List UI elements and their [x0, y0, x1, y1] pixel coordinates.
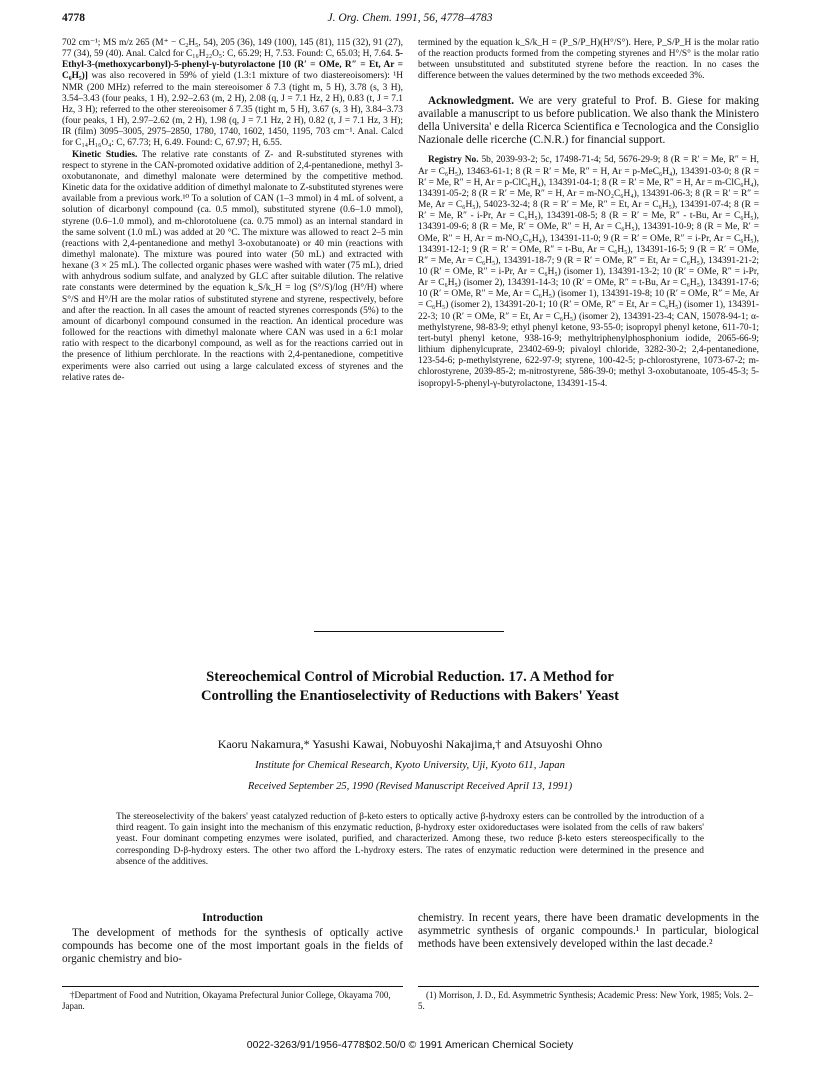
intro-left-column: [62, 912, 403, 966]
received-dates: Received September 25, 1990 (Revised Manuscript Received April 13, 1991): [247, 781, 573, 792]
paragraph: [62, 38, 403, 150]
introduction-heading: Introduction: [202, 912, 263, 924]
acknowledgment: [418, 95, 759, 148]
article-title-line: Stereochemical Control of Microbial Reduction. 17. A Method for: [206, 669, 614, 685]
intro-text: The development of methods for the synthesis of optically active compounds has become one of the most important goals in the fields of organic chemistry and bio-: [62, 927, 403, 966]
spectral-data-text: 702 cm⁻¹; MS m/z 265 (M⁺ − C₂H₅, 54), 205 (36), 149 (100), 145 (81), 115 (32), 91 (27), 77 (34), 59 (40). Anal. Calcd for C₁₆H₂₂O₅: C, 65.29; H, 7.53. Found: C, 65.03; H, 7.64.: [62, 38, 403, 60]
right-column: [418, 38, 759, 390]
article-title-line: Controlling the Enantioselectivity of Reductions with Bakers' Yeast: [201, 688, 619, 704]
article-title: [60, 668, 760, 706]
intro-right-text: chemistry. In recent years, there have been dramatic developments in the asymmetric synthesis of organic compounds.¹ In particular, biological methods have been extensively developed within the last decade.²: [418, 912, 759, 951]
footnote-affiliation: †Department of Food and Nutrition, Okayama Prefectural Junior College, Okayama 700, Japan.: [62, 990, 391, 1011]
section-run-in-heading: Kinetic Studies.: [72, 149, 138, 160]
paragraph: [418, 38, 759, 83]
acknowledgment-text: We are very grateful to Prof. B. Giese for making available a manuscript to us before publication. We also thank the Ministero della Universita' e della Ricerca Scientifica e Tecnologica and the Consiglio Nazionale delle ricerche (C.N.R.) for financial support.: [418, 94, 759, 147]
spectral-data-text: was also recovered in 59% of yield (1.3:1 mixture of two diastereoisomers): ¹H NMR (200 MHz) referred to the main stereoisomer δ 7.3 (tight m, 5 H), 3.78 (s, 3 H), 3.54–3.43 (four peaks, 1 H), 2.92–2.63 (m, 2 H), 2.08 (q, J = 7.1 Hz, 2 H), 0.83 (t, J = 7.1 Hz, 3 H); referred to the other stereoisomer δ 7.35 (tight m, 5 H), 3.67 (s, 3 H), 3.84–3.73 (four peaks, 1 H), 2.97–2.62 (m, 2 H), 1.98 (q, J = 7.1 Hz, 2 H), 0.82 (t, J = 7.1 Hz, 3 H); IR (film) 3095–3005, 2975–2850, 1780, 1740, 1602, 1450, 1195, 703 cm⁻¹. Anal. Calcd for C₁₄H₁₆O₄: C, 67.73; H, 6.49. Found: C, 67.97; H, 6.55.: [62, 71, 404, 149]
footnote-rule: [62, 986, 403, 987]
left-column: [62, 38, 403, 384]
compound-name: 5-Ethyl-3-(methoxycarbonyl)-5-phenyl-γ-butyrolactone [10 (R′ = OMe, R″ = Et, Ar = C₆H₅)]: [62, 49, 403, 82]
abstract: The stereoselectivity of the bakers' yeast catalyzed reduction of β-keto esters to optically active β-hydroxy esters can be controlled by the introduction of a third reagent. To gain insight into the mechanism of this enzymatic reduction, β-hydroxy ester oxidoreductases were isolated from the cells of raw bakers' yeast. Four dominant competing enzymes were isolated, purified, and characterized. Among these, two reduce β-keto esters stereospecifically to the corresponding D-β-hydroxy esters. The other two afford the L-hydroxy esters. The rates of enzymatic reduction were determined in the presence and absence of the additives.: [116, 812, 704, 867]
journal-citation: J. Org. Chem. 1991, 56, 4778–4783: [327, 12, 493, 24]
body-text: The relative rate constants of Z- and R-substituted styrenes with respect to styrene in the CAN-promoted oxidative addition of 2,4-pentanedione, methyl 3-oxobutanonate, and dimethyl malonate were determined by the competitive method. Kinetic data for the oxidative addition of dimethyl malonate to Z-substituted styrenes were available from a previous work.¹⁰ To a solution of CAN (1–3 mmol) in 4 mL of solvent, a solution of dicarbonyl compound (ca. 0.5 mmol), substituted styrene (0.6–1.0 mmol), styrene (0.6–1.0 mmol), and m-chlorotoluene (ca. 0.75 mmol) as an internal standard in the same solvent (1.0 mL) was added at 20 °C. The mixture was allowed to react 2–5 min (reactions with 2,4-pentanedione and methyl 3-oxobutanoate) or 40 min (reactions with dimethyl malonate). The mixture was poured into water (50 mL) and extracted with hexane (3 × 25 mL). The collected organic phases were washed with water (75 mL), dried with anhydrous sodium sulfate, and analyzed by GLC after suitable dilution. The relative rate constants were determined by the equation k_S/k_H = log (S°/S)/log (H°/H) where S°/S and H°/H are the molar ratios of substituted styrene and styrene, respectively, before and after the reaction. In all cases the amount of reacted styrenes corresponds (5%) to the amount of dicarbonyl compound consumed in the reaction. An identical procedure was followed for the reactions with dimethyl malonate where CAN was used in a 6:1 molar ratio with respect to the dicarbonyl compound, as well as for the reactions carried out in the presence of lithium perchlorate. In the reactions with 2,4-pentanedione, competitive experiments were also carried out using a large calculated excess of styrenes and the relative rates de-: [62, 149, 403, 383]
institution: Institute for Chemical Research, Kyoto University, Uji, Kyoto 611, Japan: [255, 760, 565, 771]
body-text: termined by the equation k_S/k_H = (P_S/P_H)(H°/S°). Here, P_S/P_H is the molar ratio of the reaction products formed from the competing styrenes and H°/S° is the molar ratio between unsubstituted and substituted styrene before the reaction. In no cases the difference between the values determined by the two methods exceeded 3%.: [418, 38, 759, 82]
footnote-reference: (1) Morrison, J. D., Ed. Asymmetric Synthesis; Academic Press: New York, 1985; Vols. 2–5.: [418, 990, 753, 1011]
authors: Kaoru Nakamura,* Yasushi Kawai, Nobuyoshi Nakajima,† and Atsuyoshi Ohno: [217, 737, 603, 751]
registry-heading: Registry No.: [428, 155, 479, 166]
registry-text: 5b, 2039-93-2; 5c, 17498-71-4; 5d, 5676-29-9; 8 (R = R′ = Me, R″ = H, Ar = C₆H₅), 13463-61-1; 8 (R = R′ = Me, R″ = H, Ar = p-MeC₆H₄), 134391-03-0; 8 (R = R′ = Me, R″ = H, Ar = p-ClC₆H₄), 134391-04-1; 8 (R = R′ = Me, R″ = H, Ar = m-ClC₆H₄), 134391-05-2; 8 (R = R′ = Me, R″ = H, Ar = m-NO₂C₆H₄), 134391-06-3; 8 (R = R′ = R″ = Me, Ar = C₆H₅), 54023-32-4; 8 (R = R′ = Me, R″ = Et, Ar = C₆H₅), 134391-07-4; 8 (R = R′ = Me, R″ - i-Pr, Ar = C₆H₅), 134391-08-5; 8 (R = R′ = Me, R″ - t-Bu, Ar = C₆H₅), 134391-09-6; 8 (R = Me, R′ = OMe, R″ = H, Ar = C₆H₅), 134391-10-9; 8 (R = Me, R′ = OMe, R″ = H, Ar = m-NO₂C₆H₄), 134391-11-0; 9 (R = R′ = OMe, R″ = i-Pr, Ar = C₆H₅), 134391-12-1; 9 (R = R′ = OMe, R″ = t-Bu, Ar = C₆H₅), 134391-16-5; 9 (R = R′ = OMe, R″ = Me, Ar = C₆H₅), 134391-18-7; 9 (R = R′ = OMe, R″ = Et, Ar = C₆H₅), 134391-21-2; 10 (R′ = OMe, R″ = i-Pr, Ar = C₆H₅) (isomer 1), 134391-13-2; 10 (R′ = OMe, R″ = i-Pr, Ar = C₆H₅) (isomer 2), 134391-14-3; 10 (R′ = OMe, R″ = t-Bu, Ar = C₆H₅), 134391-17-6; 10 (R′ = OMe, R″ = Me, Ar = C₆H₅) (isomer 1), 134391-19-8; 10 (R′ = OMe, R″ = Me, Ar = C₆H₅) (isomer 2), 134391-20-1; 10 (R′ = OMe, R″ = Et, Ar = C₆H₅) (isomer 1), 134391-22-3; 10 (R′ = OMe, R″ = Et, Ar = C₆H₅) (isomer 2), 134391-23-4; CAN, 15078-94-1; α-methylstyrene, 98-83-9; ethyl phenyl ketone, 93-55-0; isopropyl phenyl ketone, 611-70-1; tert-butyl phenyl ketone, 938-16-9; methyltriphenylphosphonium iodide, 2065-66-9; lithium diphenylcuprate, 23402-69-9; pivaloyl chloride, 3282-30-2; 2,4-pentanedione, 123-54-6; p-methylstyrene, 622-97-9; styrene, 100-42-5; p-chlorostyrene, 1073-67-2; m-chlorostyrene, 2039-85-2; m-nitrostyrene, 586-39-0; methyl 3-oxobutanoate, 105-45-3; 5-isopropyl-5-phenyl-γ-butyrolactone, 134391-15-4.: [418, 155, 759, 389]
registry-numbers: [418, 155, 759, 389]
page-number: 4778: [62, 12, 85, 24]
article-separator-rule: [314, 631, 504, 632]
acknowledgment-heading: Acknowledgment.: [428, 94, 515, 107]
copyright-line: 0022-3263/91/1956-4778$02.50/0 © 1991 American Chemical Society: [246, 1039, 574, 1051]
paragraph: [62, 150, 403, 384]
footnote-rule: [418, 986, 759, 987]
